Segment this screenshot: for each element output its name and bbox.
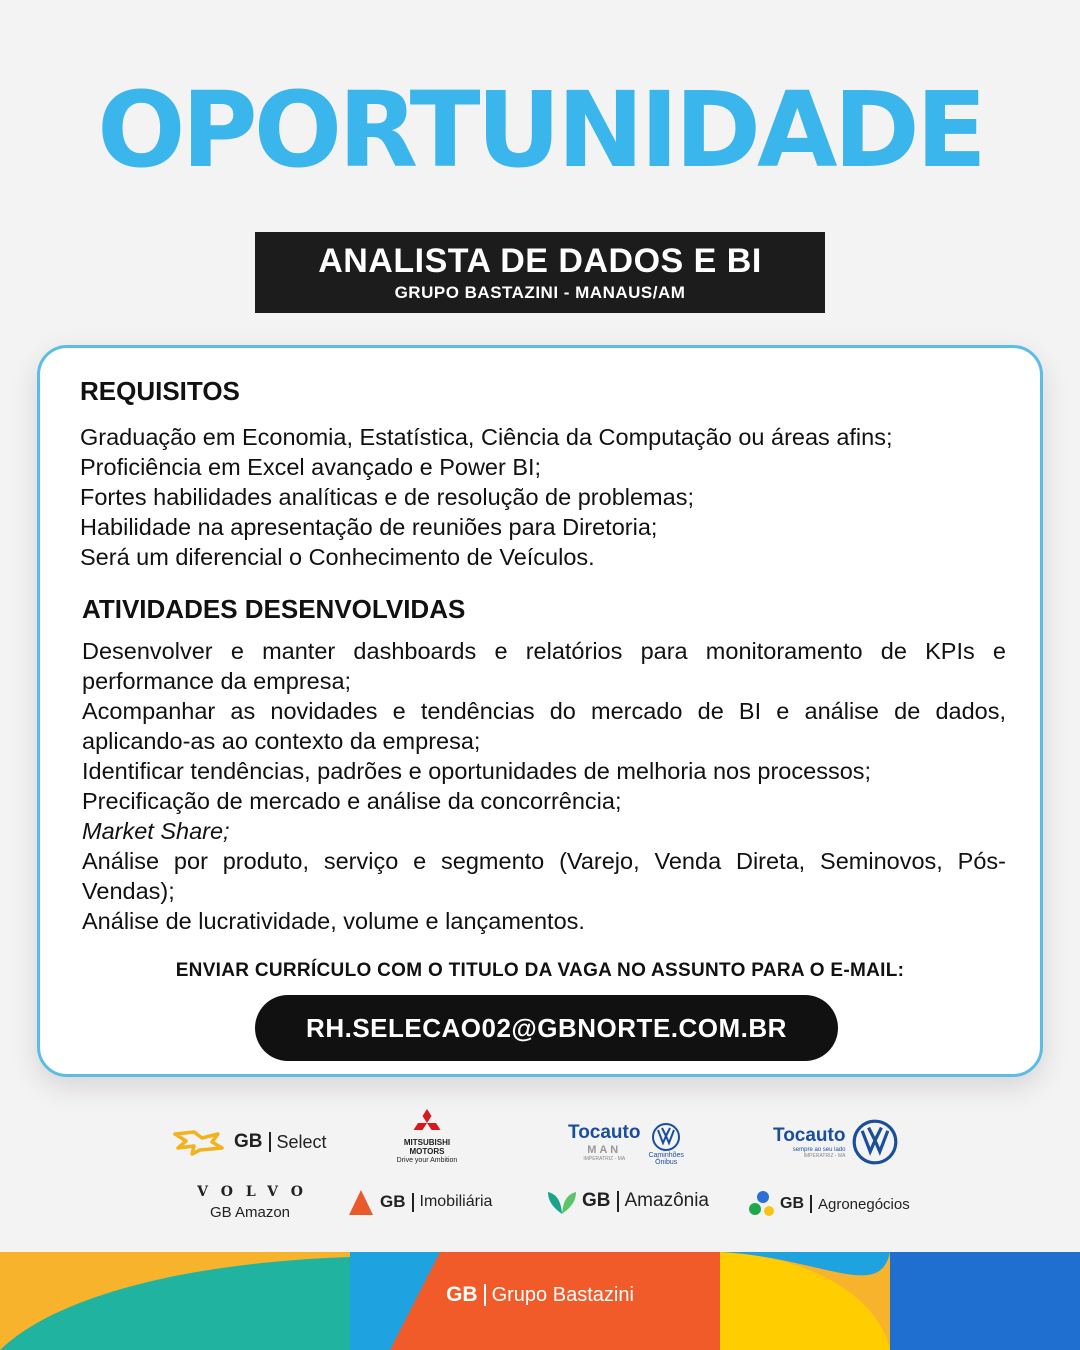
activity-item: Análise de lucratividade, volume e lançamentos.: [82, 908, 585, 934]
gb-select-icon: [172, 1128, 226, 1156]
tocauto-man-line2: Ônibus: [655, 1159, 678, 1166]
leaf-icon: [546, 1186, 578, 1216]
volvo-sub: GB Amazon: [209, 1204, 291, 1221]
activities-list: [82, 636, 1006, 936]
gb-select-logo: [172, 1128, 327, 1156]
tocauto-vw-tagline: sempre ao seu lado: [792, 1147, 846, 1153]
tocauto-man-name: Tocauto: [568, 1122, 641, 1143]
volvo-logo: [188, 1184, 316, 1221]
activity-item: Desenvolver e manter dashboards e relatórios para monitoramento de KPIs e performance da empresa;: [82, 638, 1006, 694]
tocauto-man-location: IMPERATRIZ - MA: [583, 1156, 626, 1162]
gb-agronegocios-name: Agronegócios: [818, 1195, 910, 1213]
activity-item: Análise por produto, serviço e segmento (Varejo, Venda Direta, Seminovos, Pós-Vendas);: [82, 848, 1006, 904]
job-title: ANALISTA DE DADOS E BI: [318, 242, 762, 280]
footer-brand-name: Grupo Bastazini: [491, 1283, 634, 1306]
footer-brand: [0, 1283, 1080, 1307]
gb-imobiliaria-logo: [348, 1188, 492, 1216]
requirement-item: Habilidade na apresentação de reuniões para Diretoria;: [80, 514, 658, 540]
requirements-list: [80, 422, 980, 572]
gb-select-name: Select: [276, 1131, 327, 1152]
activity-item: Market Share;: [82, 818, 230, 844]
requirement-item: Será um diferencial o Conhecimento de Veículos.: [80, 544, 595, 570]
gb-amazonia-name: Amazônia: [624, 1190, 709, 1211]
activity-item: Precificação de mercado e análise da concorrência;: [82, 788, 622, 814]
mitsubishi-line2: MOTORS: [409, 1147, 445, 1156]
job-subtitle: GRUPO BASTAZINI - MANAUS/AM: [394, 283, 686, 302]
gb-agronegocios-logo: [748, 1190, 910, 1218]
activity-item: Acompanhar as novidades e tendências do mercado de BI e análise de dados, aplicando-as ao contexto da empresa;: [82, 698, 1006, 754]
gb-mark: GB: [380, 1192, 406, 1211]
gb-amazonia-logo: [546, 1186, 709, 1216]
dots-icon: [748, 1190, 776, 1218]
email-address[interactable]: RH.SELECAO02@GBNORTE.COM.BR: [255, 995, 838, 1061]
job-details-card: [37, 345, 1043, 1077]
activity-item: Identificar tendências, padrões e oportunidades de melhoria nos processos;: [82, 758, 872, 784]
volvo-name: VOLVO: [197, 1184, 316, 1200]
tocauto-vw-name: Tocauto: [773, 1125, 846, 1146]
requirement-item: Proficiência em Excel avançado e Power BI;: [80, 454, 542, 480]
tocauto-man-logo: [568, 1122, 684, 1166]
mitsubishi-logo: [390, 1108, 464, 1165]
tocauto-man-line1: Caminhões: [648, 1152, 684, 1159]
activities-title: ATIVIDADES DESENVOLVIDAS: [82, 594, 466, 624]
vw-icon: [651, 1122, 681, 1152]
mitsubishi-tagline: Drive your Ambition: [396, 1157, 458, 1164]
gb-imobiliaria-name: Imobiliária: [419, 1193, 493, 1210]
send-instruction: ENVIAR CURRÍCULO COM O TITULO DA VAGA NO ASSUNTO PARA O E-MAIL:: [175, 960, 905, 981]
gb-mark: GB: [234, 1131, 263, 1152]
job-title-box: [255, 232, 825, 313]
requirement-item: Fortes habilidades analíticas e de resolução de problemas;: [80, 484, 694, 510]
headline: OPORTUNIDADE: [97, 69, 983, 191]
requirements-title: REQUISITOS: [80, 376, 240, 406]
gb-mark: GB: [780, 1195, 804, 1212]
triangle-icon: [348, 1188, 374, 1216]
vw-icon: [851, 1118, 899, 1166]
mitsubishi-diamonds-icon: [412, 1108, 442, 1138]
requirement-item: Graduação em Economia, Estatística, Ciência da Computação ou áreas afins;: [80, 424, 893, 450]
mitsubishi-line1: MITSUBISHI: [403, 1138, 451, 1147]
gb-mark: GB: [582, 1190, 611, 1211]
tocauto-vw-logo: [773, 1118, 899, 1166]
footer-gb-mark: GB: [446, 1283, 478, 1306]
man-mark: MAN: [587, 1144, 622, 1156]
tocauto-vw-location: IMPERATRIZ - MA: [803, 1153, 846, 1159]
